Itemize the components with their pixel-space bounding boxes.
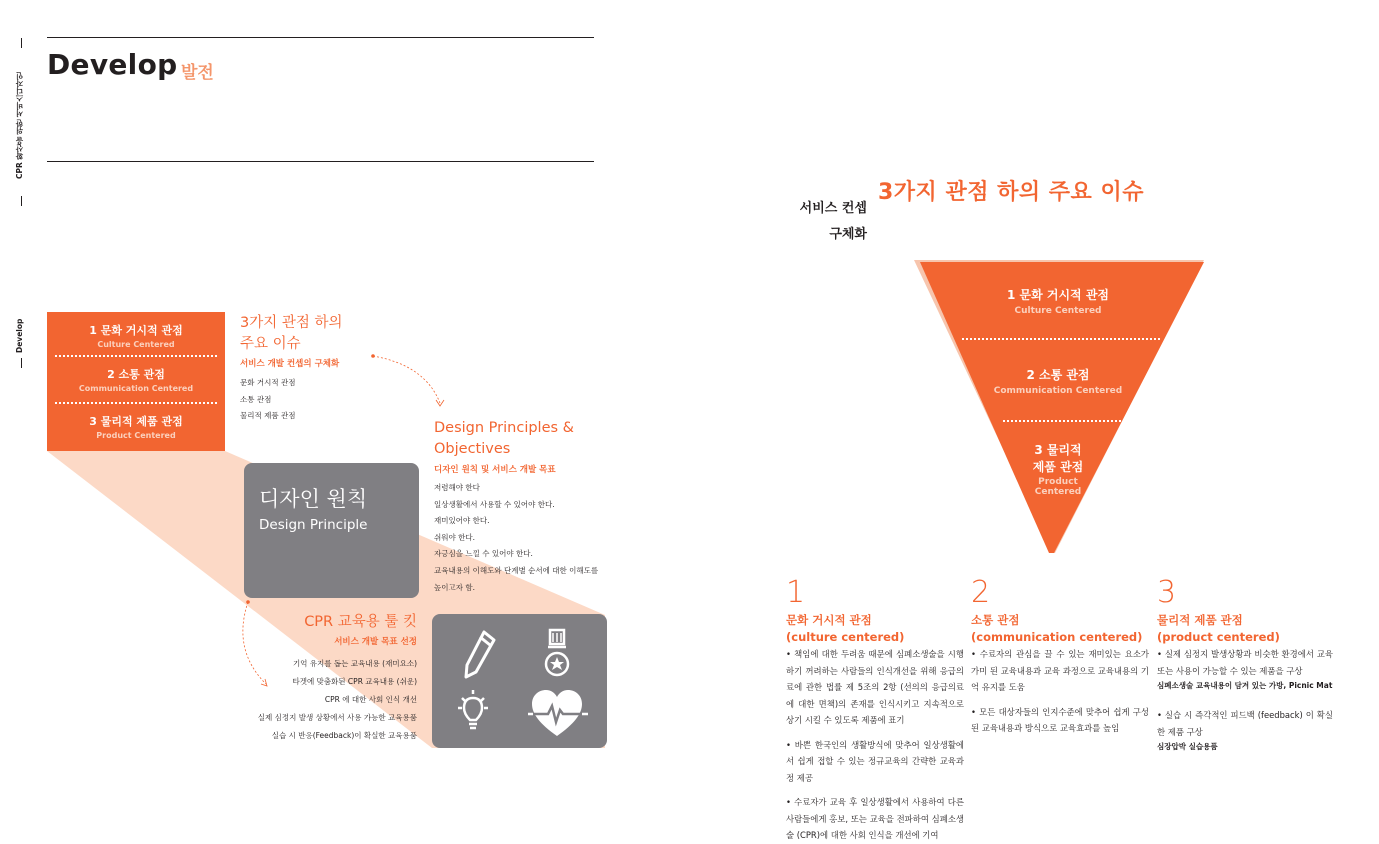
column-title-en: (culture centered) [786,630,905,644]
toolkit-item: CPR 에 대한 사회 인식 개선 [324,695,417,704]
toolkit-title: CPR 교육용 툴 킷 [304,614,417,630]
principles-block [434,418,609,596]
column-product [1157,575,1333,754]
column-number: 3 [1157,575,1177,610]
toolkit-item: 타겟에 맞춤화된 CPR 교육내용 (쉬운) [292,677,417,686]
medal-icon [546,630,568,675]
toolkit-item: 실제 심정지 발생 상황에서 사용 가능한 교육용품 [257,713,417,722]
principles-title-line1: Design Principles & [434,420,574,436]
column-culture [786,575,964,844]
heartbeat-icon [528,690,588,736]
column-number: 2 [971,575,991,610]
concept-label [770,196,867,248]
principles-title-line2: Objectives [434,441,511,457]
column-title-ko: 소통 관점 [971,613,1020,627]
principle-item: 재미있어야 한다. [434,516,490,526]
toolkit-item: 실습 시 반응(Feedback)이 확실한 교육용품 [271,731,417,740]
column-body [1157,646,1333,754]
page-title: Develop [47,48,178,81]
column-title-ko: 문화 거시적 관점 [786,613,872,627]
toolkit-item: 기억 유지를 돕는 교육내용 (재미요소) [292,659,417,668]
perspective-culture: 1 문화 거시적 관점 Culture Centered [89,324,183,349]
column-number: 1 [786,575,806,610]
principles-subtitle: 디자인 원칙 및 서비스 개발 목표 [434,465,556,475]
column-note: 심폐소생술 교육내용이 담겨 있는 가방, Picnic Mat [1157,681,1333,690]
toolkit-icons-box [432,614,607,748]
principle-item: 일상생활에서 사용할 수 있어야 한다. [434,499,555,509]
column-paragraph: • 모든 대상자들의 인지수준에 맞추어 쉽게 구성된 교육내용과 방식으로 교육효과를 높임 [971,706,1149,733]
issues-item: 문화 거시적 관점 [240,378,296,387]
column-title-en: (communication centered) [971,630,1143,644]
principle-item: 높이고자 함. [434,582,475,592]
column-paragraph: • 바쁜 한국인의 생활방식에 맞추어 일상생활에서 쉽게 접할 수 있는 정규교육의 간략한 교육과정 제공 [786,739,964,783]
principle-item: 저렴해야 한다 [434,483,480,492]
column-paragraph: • 실습 시 즉각적인 피드백 (feedback) 이 확실한 제품 구상 [1157,710,1333,737]
issues-title-line2: 주요 이슈 [240,336,301,352]
perspective-communication: 2 소통 관점 Communication Centered [78,368,194,393]
issues-item: 소통 관점 [240,394,272,404]
pencil-icon [466,632,494,677]
lightbulb-icon [458,690,488,728]
running-header-section: Develop [15,318,24,354]
icon-grid [432,614,607,748]
column-title-en: (product centered) [1157,630,1280,644]
page-title-korean: 발전 [181,63,214,83]
design-principle-box [244,463,419,598]
concept-line2: 구체화 [829,227,867,242]
triangle-communication: 2 소통 관점 Communication Centered [993,368,1123,396]
column-body [786,646,964,844]
toolkit-block [230,612,417,745]
design-principle-en: Design Principle [259,517,368,533]
issues-subtitle: 서비스 개발 컨셉의 구체화 [240,359,340,369]
running-header-book: CPR 확산을 위한 서비스디자인 [15,71,24,179]
design-principle-ko: 디자인 원칙 [259,487,368,511]
principle-item: 쉬워야 한다. [434,532,475,542]
issues-item: 물리적 제품 관점 [240,411,296,421]
column-communication [971,575,1149,737]
principle-item: 교육내용의 이해도와 단계별 순서에 대한 이해도를 [434,565,599,575]
principle-item: 자긍심을 느낄 수 있어야 한다. [434,549,533,559]
toolkit-subtitle: 서비스 개발 목표 선정 [334,637,417,647]
column-title-ko: 물리적 제품 관점 [1157,613,1243,627]
concept-line1: 서비스 컨셉 [799,201,867,216]
column-paragraph: • 책임에 대한 두려움 때문에 심폐소생술을 시행하기 꺼려하는 사람들의 인식개선을 위해 응급의료에 관한 법률 제 5조의 2항 (선의의 응급의료에 대한 면책)의 존재를 인식시키고 지속적으로 상기 시킬 수 있도록 제품에 표기 [786,649,964,725]
column-body [971,646,1149,737]
column-paragraph: • 실제 심정지 발생상황과 비슷한 환경에서 교육 또는 사용이 가능할 수 있는 제품을 구상 [1157,649,1333,676]
perspective-product: 3 물리적 제품 관점 Product Centered [89,415,183,440]
issues-title-line1: 3가지 관점 하의 [240,315,343,331]
triangle-product: 3 물리적 제품 관점 Product Centered [1032,443,1084,497]
triangle-culture: 1 문화 거시적 관점 Culture Centered [1006,288,1110,316]
right-title: 3가지 관점 하의 주요 이슈 [878,180,1144,205]
column-paragraph: • 수료자가 교육 후 일상생활에서 사용하여 다른 사람들에게 홍보, 또는 교육을 전파하여 심폐소생술 (CPR)에 대한 사회 인식을 개선에 기여 [786,797,964,840]
column-note: 심장압박 실습용품 [1157,742,1218,751]
column-paragraph: • 수료자의 관심을 끌 수 있는 재미있는 요소가 가미 된 교육내용과 교육 과정으로 교육내용의 기억 유지를 도움 [971,649,1149,692]
